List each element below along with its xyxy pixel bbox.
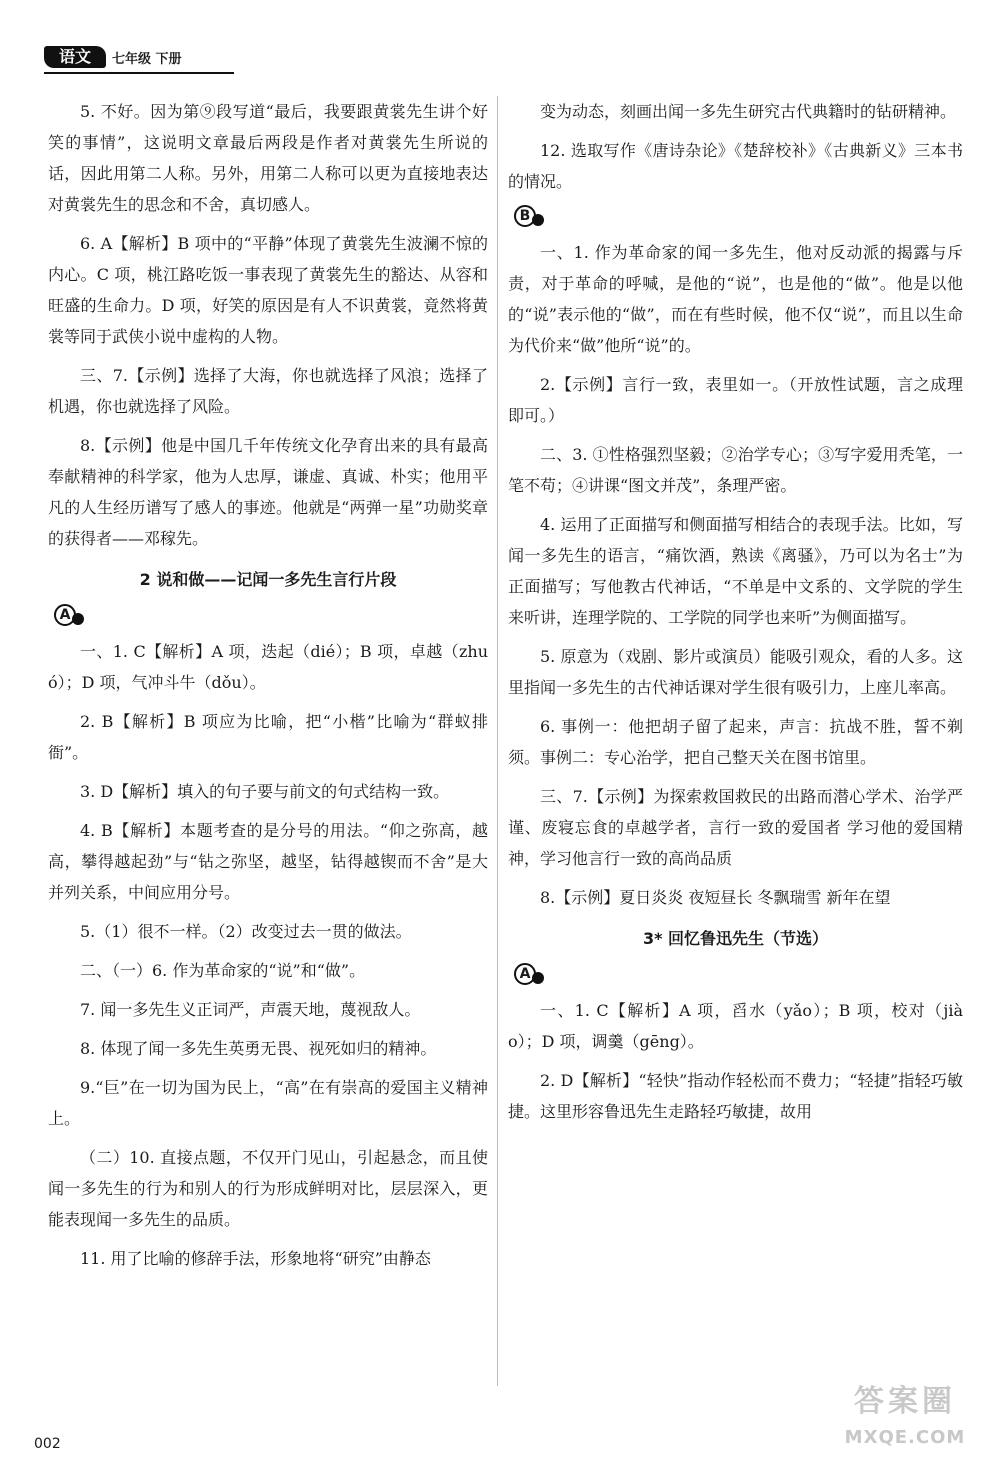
page-header	[44, 44, 234, 74]
answer-paragraph: 8. 体现了闻一多先生英勇无畏、视死如归的精神。	[80, 1039, 437, 1058]
page-number: 002	[34, 1436, 61, 1452]
answer-paragraph: 3. D【解析】填入的句子要与前文的句式结构一致。	[80, 782, 450, 801]
level-a-letter: A	[54, 604, 76, 626]
answer-paragraph: 2.【示例】言行一致，表里如一。（开放性试题，言之成理即可。）	[508, 375, 963, 425]
section-title: 3* 回忆鲁迅先生（节选）	[642, 929, 829, 948]
answer-paragraph: 5. 不好。因为第⑨段写道“最后，我要跟黄裳先生讲个好笑的事情”，这说明文章最后两段是作者对黄裳先生所说的话，因此用第二人称。另外，用第二人称可以更为直接地表达对黄裳先生的思念和不舍，真切感人。	[48, 102, 488, 214]
answer-paragraph: 三、7.【示例】选择了大海，你也就选择了风浪；选择了机遇，你也就选择了风险。	[48, 366, 488, 416]
subject-badge: 语文	[44, 46, 106, 68]
answer-paragraph: 二、（一）6. 作为革命家的“说”和“做”。	[80, 961, 366, 980]
right-column	[508, 96, 963, 1135]
answer-paragraph: 11. 用了比喻的修辞手法，形象地将“研究”由静态	[80, 1249, 431, 1268]
answer-paragraph: 6. A【解析】B 项中的“平静”体现了黄裳先生波澜不惊的内心。C 项，桃江路吃饭一事表现了黄裳先生的豁达、从容和旺盛的生命力。D 项，好笑的原因是有人不识黄裳，竟然将黄裳等同于武侠小说中虚构的人物。	[48, 234, 488, 346]
watermark-logo	[820, 1380, 990, 1470]
answer-paragraph: 4. B【解析】本题考查的是分号的用法。“仰之弥高，越高，攀得越起劲”与“钻之弥坚，越坚，钻得越锲而不舍”是大并列关系，中间应用分号。	[48, 821, 488, 902]
answer-paragraph: 6. 事例一：他把胡子留了起来，声言：抗战不胜，誓不剃须。事例二：专心治学，把自己整天关在图书馆里。	[508, 717, 963, 767]
answer-paragraph: 5. 原意为（戏剧、影片或演员）能吸引观众，看的人多。这里指闻一多先生的古代神话课对学生很有吸引力，上座儿率高。	[508, 647, 963, 697]
answer-paragraph: 7. 闻一多先生义正词严，声震天地，蔑视敌人。	[80, 1000, 421, 1019]
answer-paragraph: 二、3. ①性格强烈坚毅；②治学专心；③写字爱用秃笔，一笔不苟；④讲课“图文并茂”，条理严密。	[508, 445, 963, 495]
grade-label: 七年级 下册	[112, 52, 182, 67]
answer-paragraph: 一、1. C【解析】A 项，迭起（dié）；B 项，卓越（zhuó）；D 项，气冲斗牛（dǒu）。	[48, 642, 488, 692]
badge-dot-icon	[72, 613, 84, 625]
level-a-letter: A	[514, 963, 536, 985]
section-title: 2 说和做——记闻一多先生言行片段	[139, 570, 397, 589]
level-b-icon	[514, 205, 544, 227]
answer-paragraph: 4. 运用了正面描写和侧面描写相结合的表现手法。比如，写闻一多先生的语言，“痛饮酒，熟读《离骚》，乃可以为名士”为正面描写；写他教古代神话，“不单是中文系的、文学院的学生来听讲，连理学院的、工学院的同学也来听”为侧面描写。	[508, 515, 963, 627]
answer-paragraph: 三、7.【示例】为探索救国救民的出路而潜心学术、治学严谨、废寝忘食的卓越学者，言行一致的爱国者 学习他的爱国精神，学习他言行一致的高尚品质	[508, 787, 963, 868]
answer-paragraph: 2. D【解析】“轻快”指动作轻松而不费力；“轻捷”指轻巧敏捷。这里形容鲁迅先生走路轻巧敏捷，故用	[508, 1071, 963, 1121]
level-b-letter: B	[514, 205, 536, 227]
answer-paragraph: 2. B【解析】B 项应为比喻，把“小楷”比喻为“群蚁排衙”。	[48, 712, 488, 762]
level-a-icon	[54, 604, 84, 626]
answer-paragraph: 5.（1）很不一样。（2）改变过去一贯的做法。	[80, 922, 412, 941]
left-column	[48, 96, 488, 1282]
answer-paragraph: 9.“巨”在一切为国为民上，“高”在有崇高的爱国主义精神上。	[48, 1078, 488, 1128]
badge-dot-icon	[532, 214, 544, 226]
watermark-url: MXQE.COM	[844, 1427, 966, 1448]
badge-dot-icon	[532, 972, 544, 984]
answer-paragraph: 12. 选取写作《唐诗杂论》《楚辞校补》《古典新义》三本书的情况。	[508, 141, 963, 191]
header-rule	[44, 72, 234, 74]
watermark-title: 答案圈	[854, 1384, 956, 1419]
level-a-icon	[514, 963, 544, 985]
answer-paragraph: 一、1. C【解析】A 项，舀水（yǎo）；B 项，校对（jiào）；D 项，调羹（gēng）。	[508, 1001, 963, 1051]
answer-paragraph: 8.【示例】他是中国几千年传统文化孕育出来的具有最高奉献精神的科学家，他为人忠厚，谦虚、真诚、朴实；他用平凡的人生经历谱写了感人的事迹。他就是“两弹一星”功勋奖章的获得者——邓稼先。	[48, 436, 488, 548]
answer-paragraph: 8.【示例】夏日炎炎 夜短昼长 冬飘瑞雪 新年在望	[540, 888, 891, 907]
answer-paragraph: 一、1. 作为革命家的闻一多先生，他对反动派的揭露与斥责，对于革命的呼喊，是他的“说”，也是他的“做”。他是以他的“说”表示他的“做”，而在有些时候，他不仅“说”，而且以生命为代价来“做”他所“说”的。	[508, 243, 963, 355]
column-divider	[497, 96, 498, 1386]
answer-paragraph: 变为动态，刻画出闻一多先生研究古代典籍时的钻研精神。	[540, 102, 957, 121]
answer-paragraph: （二）10. 直接点题，不仅开门见山，引起悬念，而且使闻一多先生的行为和别人的行为形成鲜明对比，层层深入，更能表现闻一多先生的品质。	[48, 1148, 488, 1229]
